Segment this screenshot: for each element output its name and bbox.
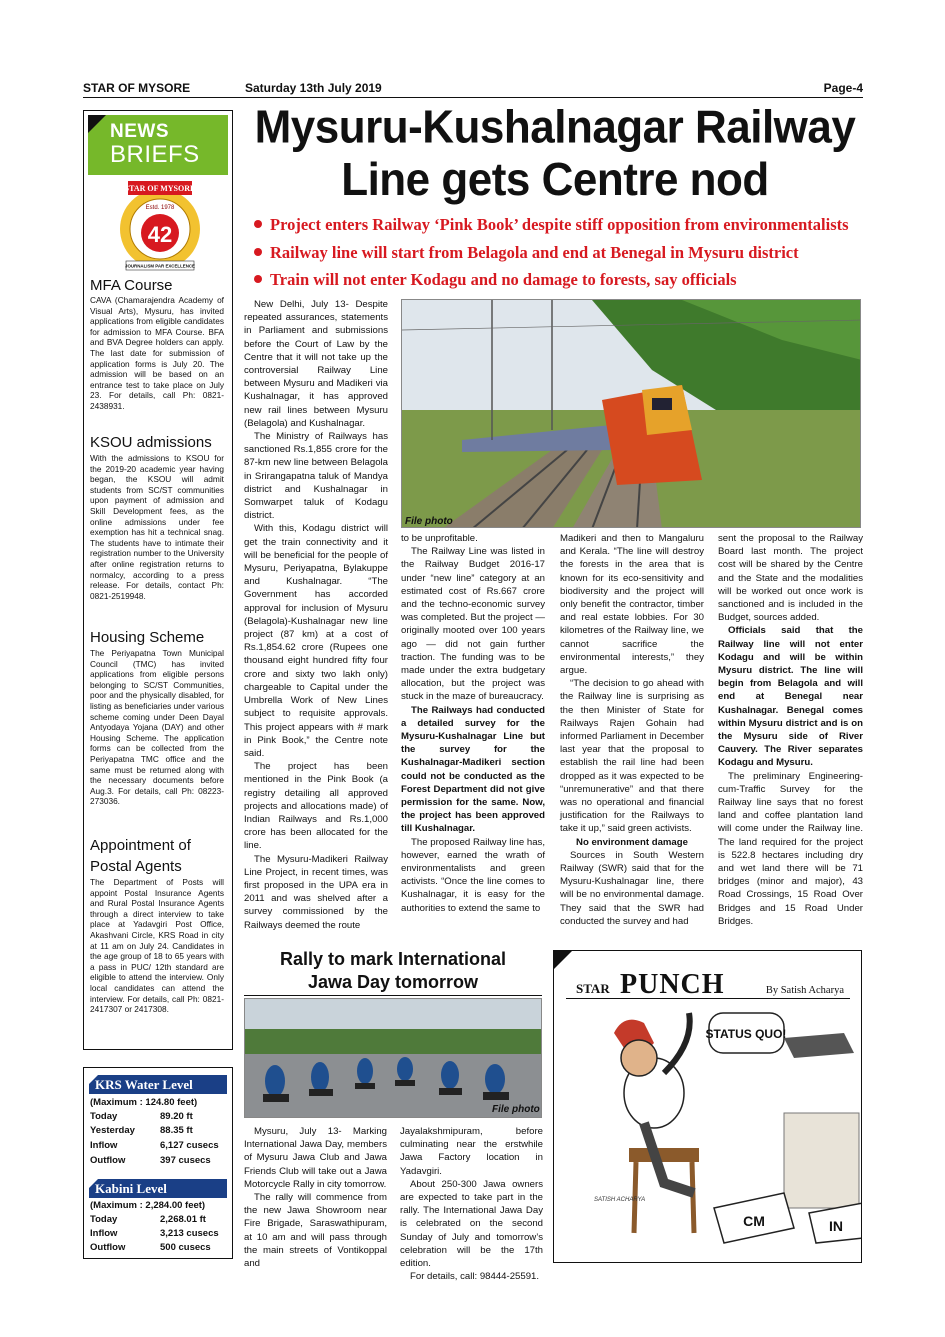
train-photo-caption: File photo: [405, 516, 453, 527]
motorcycle: [395, 1080, 415, 1086]
paragraph: The Railways had conducted a detailed survey for the Mysuru-Kushalnagar Line but the survey for the Kushalnagar-Madikeri section could not be conducted as the Forest Department did not give permission for the same. Now, the project has been approved till Kushalnagar.: [401, 704, 545, 835]
krs-row-today: [90, 1111, 228, 1125]
motorcycle: [439, 1088, 462, 1095]
train-illustration: [402, 300, 861, 528]
paragraph: New Delhi, July 13- Despite repeated assurances, statements in Parliament and submissions before the Court of Law by the Centre that it will not take up the controversial Railway Line between Mysuru and Madikeri via Kushalnagar, it has approved new rail lines between Mysuru (Belagola) and Kushalnagar.: [244, 299, 388, 429]
corner-triangle-icon: [89, 1179, 98, 1188]
paragraph: The proposed Railway line has, however, earned the wrath of environmentalists and green activists. “Once the line comes to Kushalnagar, it is easy for the authorities to extend the same to: [401, 836, 545, 914]
chair-seat: [629, 1148, 699, 1162]
kabini-label: Today: [90, 1214, 118, 1225]
rider: [485, 1064, 505, 1094]
brief-body-ksou: With the admissions to KSOU for the 2019-20 academic year having began, the KSOU will admit students from SC/ST communities upon payment of admission and Skill Development fees, as the online admissions under fee exemption has hit a technical snag. The students have to intimate their registration number to the University after online registration returns to normalcy, according to a press release. For details, contact Ph: 0821-2519948.: [90, 453, 224, 601]
motorcycle: [355, 1083, 375, 1089]
highlight-bullet: [254, 215, 874, 235]
bullet-dot-icon: [254, 275, 262, 283]
water-level-box: [83, 1067, 233, 1259]
news-briefs-banner: [88, 115, 228, 175]
kabini-value: 3,213 cusecs: [160, 1228, 219, 1239]
paragraph: The rally will commence from the new Jawa Showroom near Fire Brigade, Saraswathipuram, at 10 am and will pass through the main streets of Vontikoppal and: [244, 1192, 387, 1270]
masthead: [83, 78, 863, 98]
krs-label: Inflow: [90, 1140, 118, 1151]
trees: [245, 1029, 542, 1054]
cartoonist-signature: SATISH ACHARYA: [594, 1197, 646, 1203]
paragraph: The project has been mentioned in the Pink Book (a registry detailing all approved projects and allocations made) of Indian Railways and Rs.1,000 crore has been allocated for the line.: [244, 761, 388, 852]
krs-value: 89.20 ft: [160, 1111, 193, 1122]
kabini-row-today: [90, 1214, 228, 1228]
main-story-column-4: [718, 532, 863, 928]
brief-body-mfa: CAVA (Chamarajendra Academy of Visual Arts), Mysuru, has invited applications from eligible candidates for admission to MFA Course. BFA and BVA Degree holders can apply. The last date for submission of application forms is July 20. The admission will be based on an entrance test to take place on July 23. For details, call Ph: 0821-2438931.: [90, 295, 224, 411]
kabini-value: 2,268.01 ft: [160, 1214, 206, 1225]
rally-headline-line-2: Jawa Day tomorrow: [307, 972, 479, 992]
motorcycle: [309, 1089, 333, 1096]
paragraph: “The decision to go ahead with the Railway line is surprising as the then Minister of State for Railways Rajen Gohain had informed Parliament in December last year that the proposal to establish the rail line had been dropped as it was expected to be “unremunerative” and that there was no operational and financial justification for the Railways to take it up,” said green activists.: [560, 678, 704, 835]
kabini-row-inflow: [90, 1228, 228, 1242]
krs-label: Yesterday: [90, 1125, 135, 1136]
paragraph: About 250-300 Jawa owners are expected to take part in the rally. The International Jawa Day is celebrated on the second Sunday of July and tomorrow’s celebration will be the 17th edition.: [400, 1178, 543, 1270]
punch-label: PUNCH: [620, 969, 725, 1000]
main-story-column-3: [560, 532, 704, 928]
in-sign-text: IN: [829, 1218, 843, 1234]
highlight-bullet: [254, 243, 874, 263]
briefs-label: BRIEFS: [110, 141, 200, 168]
emblem-estd: Estd. 1978: [145, 205, 175, 211]
train-photo: [401, 299, 861, 528]
brief-title-ksou: KSOU admissions: [90, 434, 212, 451]
star-punch-header: [566, 969, 850, 1000]
paragraph: Officials said that the Railway line will not enter Kodagu and will be within Mysuru district. The line will begin from Belagola and will end at Benegal near Kushalnagar. Benegal comes within Mysuru district and is on the Mysuru side of River Cauvery. The River separates Kodagu and Mysuru.: [718, 625, 863, 769]
bullet-text: Railway line will start from Belagola and end at Benegal in Mysuru district: [270, 243, 799, 262]
krs-water-level-header: [89, 1075, 227, 1094]
kabini-label: Inflow: [90, 1228, 118, 1239]
subheading: No environment damage: [576, 836, 688, 848]
main-story-column-1: [244, 298, 388, 932]
emblem-name: STAR OF MYSORE: [124, 184, 196, 193]
locomotive-window: [652, 398, 672, 410]
rider: [397, 1057, 413, 1081]
kabini-level-header: [89, 1179, 227, 1198]
star-punch-cartoon: [553, 950, 862, 1263]
krs-row-inflow: [90, 1140, 228, 1154]
anniversary-emblem: [110, 175, 210, 275]
highlight-bullet: [254, 270, 874, 290]
brief-title-mfa: MFA Course: [90, 277, 173, 294]
paragraph: For details, call: 98444-25591.: [410, 1271, 540, 1283]
corner-triangle-icon: [554, 951, 572, 969]
rally-column-2: [400, 1125, 543, 1283]
kabini-value: 500 cusecs: [160, 1242, 211, 1253]
paragraph: The Ministry of Railways has sanctioned Rs.1,855 crore for the 87-km new line between Belagola in Srirangapatna taluk of Mandya district and Kushalnagar in Somwarpet taluk of Kodagu district.: [244, 431, 388, 522]
paragraph: Madikeri and then to Mangaluru and Kerala. “The line will destroy the forests in the area that is known for its eco-sensitivity and biodiversity and the project will only benefit the contractor, timber and real estate lobbies. For 30 kilometres of the Railway line, we cannot sacrifice the environmental interests,” they argue.: [560, 533, 704, 677]
kabini-row-outflow: [90, 1242, 228, 1256]
krs-value: 6,127 cusecs: [160, 1140, 219, 1151]
emblem-tagline: JOURNALISM PAR EXCELLENCE: [125, 263, 195, 269]
main-story-column-2: [401, 532, 545, 915]
bullet-dot-icon: [254, 248, 262, 256]
issue-date: Saturday 13th July 2019: [245, 81, 382, 95]
rider: [311, 1062, 329, 1092]
motorcycle: [263, 1094, 289, 1102]
paragraph: The preliminary Engineering-cum-Traffic Survey for the Railway line says that no forest land and coffee plantation land will come under the Railway line. The land required for the project is 522.8 hectares including dry and wet land there will be 71 bridges (minor and major), 43 Road Crossings, 15 Road Over Bridges and 15 Road Under Bridges.: [718, 770, 863, 927]
kabini-maximum: (Maximum : 2,284.00 feet): [90, 1200, 206, 1211]
rally-headline: [244, 948, 542, 994]
brief-title-housing: Housing Scheme: [90, 629, 205, 646]
paragraph: to be unprofitable.: [401, 533, 478, 544]
paragraph: The Railway Line was listed in the Railway Budget 2016-17 under “new line” category at an estimated cost of Rs.667 crore and the techno-economic survey was completed. But the project — originally mooted over 100 years ago — did not gain further traction. The funding was to be made under the extra budgetary allocation, but the project was stuck in the maze of bureaucracy.: [401, 546, 545, 703]
brief-body-housing: The Periyapatna Town Municipal Council (TMC) has invited applications from eligible persons belonging to SC/ST Communities, poor and the physically disabled, for listing as beneficiaries under various scheme coming under Deen Dayal Antyodaya Yojana (DAY) and other Housing Scheme. The application forms can be collected from the Periyapatna TMC office and the same must be returned along with the necessary documents before Aug.3. For details, call Ph: 08223-273036.: [90, 648, 224, 807]
krs-maximum: (Maximum : 124.80 feet): [90, 1097, 198, 1108]
krs-title: KRS Water Level: [95, 1077, 193, 1092]
speech-text: STATUS QUO!: [705, 1027, 787, 1041]
jawa-rally-photo: [244, 998, 542, 1118]
krs-value: 88.35 ft: [160, 1125, 193, 1136]
rally-column-1: [244, 1125, 387, 1270]
rider: [357, 1058, 373, 1084]
krs-label: Outflow: [90, 1155, 126, 1166]
rally-photo-caption: File photo: [492, 1104, 540, 1115]
headline-line-2: Line gets Centre nod: [341, 154, 769, 206]
rally-illustration: [245, 999, 542, 1118]
corner-triangle-icon: [89, 1075, 98, 1084]
paper-name: STAR OF MYSORE: [83, 81, 191, 95]
bullet-text: Train will not enter Kodagu and no damage to forests, say officials: [270, 270, 737, 289]
motorcycle: [483, 1092, 509, 1100]
krs-row-yesterday: [90, 1125, 228, 1139]
rally-headline-line-1: Rally to mark International: [279, 949, 507, 969]
kabini-title: Kabini Level: [95, 1181, 167, 1196]
brief-body-postal: The Department of Posts will appoint Postal Insurance Agents and Rural Postal Insurance Agents through a direct interview to take place at Yadavgiri Post Office, Akashvani Circle, KRS Road in city at 11 am on July 24. Candidates in the age group of 18 to 65 years with a pass in PUC/ 12th standard are eligible to attend the interview. Only local candidates can attend the interview. For details, call Ph: 0821-2417307 or 2417308.: [90, 877, 224, 1015]
bullet-text: Project enters Railway ‘Pink Book’ despite stiff opposition from environmentalists: [270, 215, 849, 234]
news-briefs-panel: [83, 110, 233, 1050]
paragraph: Jayalakshmipuram, before culminating near the erstwhile Jawa Factory location in Yadavgiri.: [400, 1126, 543, 1177]
krs-label: Today: [90, 1111, 118, 1122]
krs-row-outflow: [90, 1155, 228, 1169]
cartoon-drawing: [554, 1003, 862, 1263]
news-label: NEWS: [110, 121, 169, 142]
rally-rule: [244, 995, 542, 996]
kabini-label: Outflow: [90, 1242, 126, 1253]
page-number: Page-4: [823, 81, 863, 95]
paragraph: The Mysuru-Madikeri Railway Line Project, in recent times, was first proposed in the UPA era in 2011 and was shelved after a survey commissioned by the Railways deemed the route: [244, 853, 388, 931]
file-stack: [784, 1113, 859, 1208]
corner-triangle-icon: [88, 115, 106, 133]
headline-line-1: Mysuru-Kushalnagar Railway: [254, 101, 856, 153]
paragraph: Mysuru, July 13- Marking International Jawa Day, members of Mysuru Jawa Club and Jawa Friends Club will take out a Jawa Motorcycle Rally in city tomorrow.: [244, 1126, 387, 1190]
krs-value: 397 cusecs: [160, 1155, 211, 1166]
rider: [441, 1061, 459, 1089]
emblem-years: 42: [147, 222, 173, 247]
bullet-dot-icon: [254, 220, 262, 228]
paragraph: sent the proposal to the Railway Board last month. The project cost will be shared by the Centre and the State and the modalities will be worked out once work is sanctioned and is included in the Budget, sources added.: [718, 533, 863, 624]
paragraph: With this, Kodagu district will get the train connectivity and it will be beneficial for the people of Mysuru, Periyapatna, Bylakuppe and Kushalnagar. “The Government has accorded approval for inclusion of Mysuru (Belagola)-Kushalnagar new line project (87 km) at a cost of Rs.1,854.62 crore (Rupees one thousand eight hundred fifty four crore and sixty two lakh only) chargeable to Capital under the Umbrella Work of New Lines subject to requisite approvals. This project appears with # mark in Pink Book,” the Centre note said.: [244, 523, 388, 759]
star-label: STAR: [576, 981, 610, 996]
pointing-hand: [784, 1033, 854, 1058]
brief-title-postal: Appointment of Postal Agents: [90, 837, 191, 875]
rider: [265, 1065, 285, 1097]
paragraph: Sources in South Western Railway (SWR) said that for the Mysuru-Kushalnagar line, there will be no environmental damage. They said that the SWR had conducted the survey and had: [560, 849, 704, 927]
cm-sign-text: CM: [743, 1213, 765, 1229]
man-head: [621, 1040, 657, 1076]
main-headline: [240, 102, 870, 207]
cartoon-byline: By Satish Acharya: [765, 985, 844, 996]
